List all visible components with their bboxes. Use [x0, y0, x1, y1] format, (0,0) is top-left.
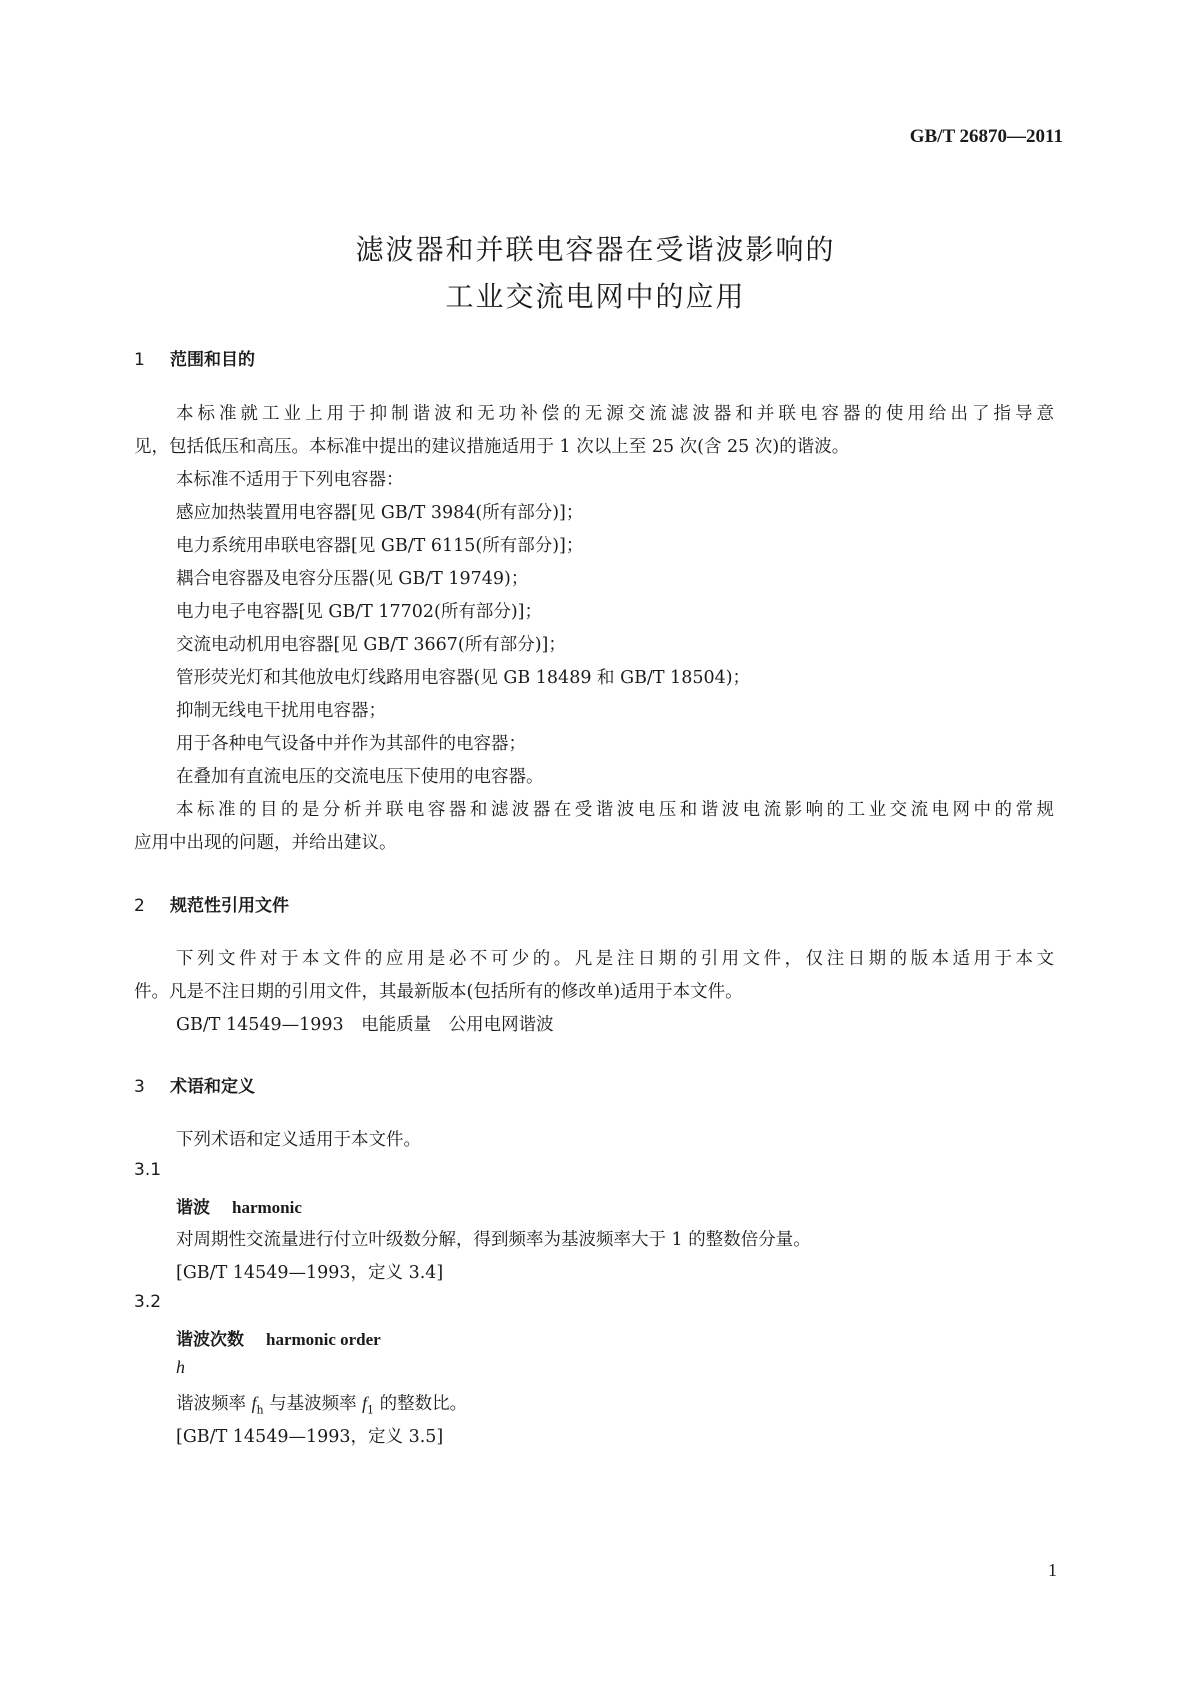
term2-def-part3: 的整数比。 [374, 1394, 468, 1414]
exclusion-item: 电力系统用串联电容器[见 GB/T 6115(所有部分)]； [176, 536, 584, 556]
term1-definition: 对周期性交流量进行付立叶级数分解，得到频率为基波频率大于 1 的整数倍分量。 [176, 1230, 811, 1250]
f1-subscript: 1 [367, 1403, 375, 1417]
fh-symbol: f [251, 1393, 257, 1413]
section1-purpose-line1: 本标准的目的是分析并联电容器和滤波器在受谐波电压和谐波电流影响的工业交流电网中的常规 [176, 800, 1054, 820]
term1-number: 3.1 [134, 1160, 162, 1180]
term2-def-part1: 谐波频率 [176, 1394, 252, 1414]
exclusion-item: 电力电子电容器[见 GB/T 17702(所有部分)]； [176, 602, 543, 622]
term2-definition [176, 1390, 467, 1417]
section2-title: 规范性引用文件 [170, 896, 289, 916]
page-number: 1 [1048, 1560, 1057, 1580]
section2-para-line2: 件。凡是不注日期的引用文件，其最新版本(包括所有的修改单)适用于本文件。 [134, 982, 743, 1002]
exclusion-item: 用于各种电气设备中并作为其部件的电容器； [176, 734, 526, 754]
term2-symbol: h [176, 1357, 185, 1377]
document-title-line1: 滤波器和并联电容器在受谐波影响的 [355, 233, 836, 266]
section2-para-line1: 下列文件对于本文件的应用是必不可少的。凡是注日期的引用文件，仅注日期的版本适用于本文 [176, 949, 1054, 969]
exclusion-item: 在叠加有直流电压的交流电压下使用的电容器。 [176, 767, 544, 787]
section2-heading [134, 891, 289, 916]
section1-title: 范围和目的 [170, 350, 255, 370]
term2-heading [176, 1325, 381, 1350]
f1-symbol: f [362, 1393, 368, 1413]
exclusion-item: 管形荧光灯和其他放电灯线路用电容器(见 GB 18489 和 GB/T 18504)； [176, 668, 751, 688]
section3-heading [134, 1072, 255, 1097]
normative-reference: GB/T 14549—1993 电能质量 公用电网谐波 [176, 1015, 554, 1035]
term2-en: harmonic order [266, 1330, 381, 1349]
section1-heading [134, 345, 255, 370]
fh-subscript: h [256, 1403, 264, 1417]
section1-number: 1 [134, 350, 145, 370]
exclusion-item: 感应加热装置用电容器[见 GB/T 3984(所有部分)]； [176, 503, 584, 523]
section1-para1-line2: 见，包括低压和高压。本标准中提出的建议措施适用于 1 次以上至 25 次(含 25 次)的谐波。 [134, 437, 850, 457]
standard-number: GB/T 26870—2011 [909, 126, 1063, 147]
term2-def-part2: 与基波频率 [263, 1394, 363, 1414]
term1-en: harmonic [232, 1198, 302, 1217]
exclusion-item: 交流电动机用电容器[见 GB/T 3667(所有部分)]； [176, 635, 566, 655]
term1-heading [176, 1193, 302, 1218]
term1-zh: 谐波 [176, 1198, 210, 1218]
section3-number: 3 [134, 1077, 145, 1097]
term2-source: [GB/T 14549—1993，定义 3.5] [176, 1427, 444, 1447]
section1-not-apply-intro: 本标准不适用于下列电容器： [176, 470, 404, 490]
section3-intro: 下列术语和定义适用于本文件。 [176, 1130, 421, 1150]
section1-para1-line1: 本标准就工业上用于抑制谐波和无功补偿的无源交流滤波器和并联电容器的使用给出了指导意 [176, 404, 1054, 424]
exclusion-item: 耦合电容器及电容分压器(见 GB/T 19749)； [176, 569, 529, 589]
section3-title: 术语和定义 [170, 1077, 255, 1097]
term1-source: [GB/T 14549—1993，定义 3.4] [176, 1263, 444, 1283]
term2-number: 3.2 [134, 1292, 162, 1312]
document-title-line2: 工业交流电网中的应用 [445, 280, 746, 313]
exclusion-item: 抑制无线电干扰用电容器； [176, 701, 386, 721]
term2-zh: 谐波次数 [176, 1330, 244, 1350]
section1-purpose-line2: 应用中出现的问题，并给出建议。 [134, 833, 397, 853]
section2-number: 2 [134, 896, 145, 916]
